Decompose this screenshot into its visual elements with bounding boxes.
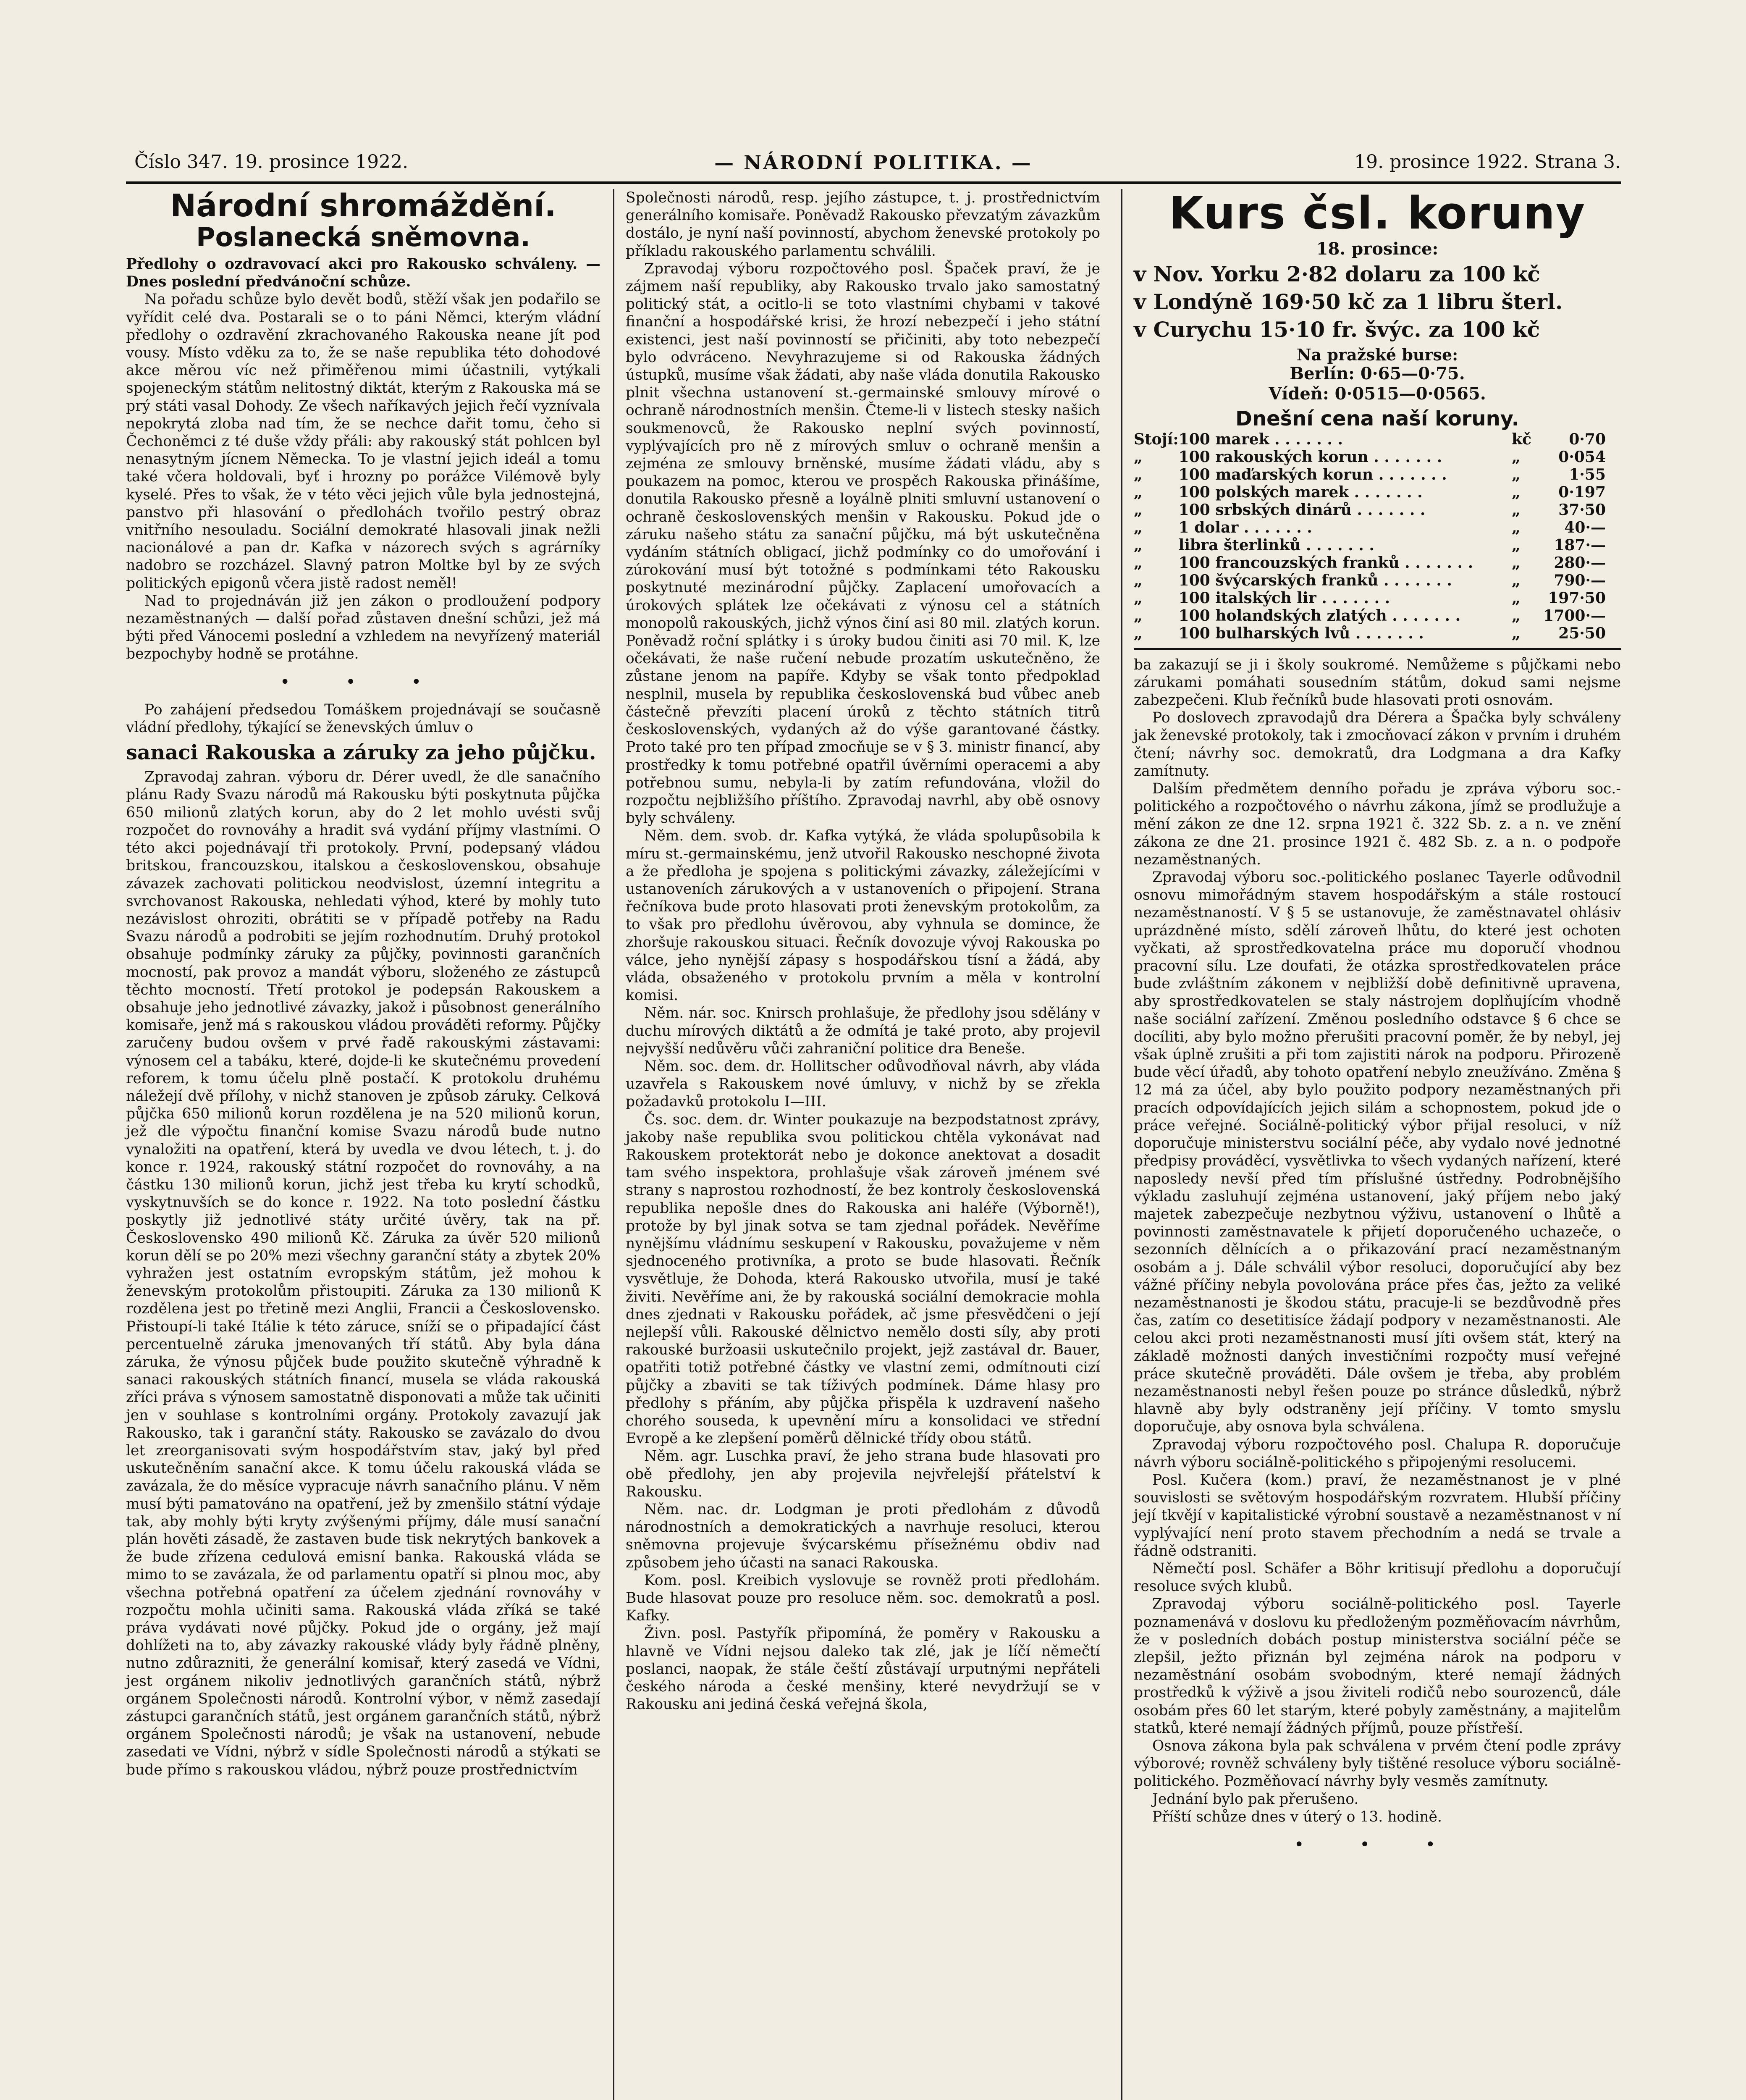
paragraph: Živn. posl. Pastyřík připomíná, že poměry v Rakousku a hlavně ve Vídni nejsou daleko tak zlé, jak je líčí němečtí poslanci, naopak, že stále čeští zůstávají urputnými nepřáteli českého národa a české menšiny, které nevydržují se v Rakousku ani jediná česká veřejná škola, (626, 1625, 1100, 1713)
paragraph: Osnova zákona byla pak schválena v prvém čtení podle zprávy výborové; rovněž schváleny byly tištěné resoluce výboru sociálně-politického. Pozměňovací návrhy byly vesměs zamítnuty. (1134, 1738, 1621, 1790)
rate-row-value: 790·— (1554, 571, 1606, 589)
rate-new-york: v Nov. Yorku 2·82 dolaru za 100 kč (1134, 262, 1540, 287)
rate-row-prefix: „ (1134, 624, 1143, 642)
date-page-number: 19. prosince 1922. Strana 3. (1354, 151, 1621, 173)
rate-row (1134, 466, 1621, 483)
rate-row-value: 197·50 (1548, 589, 1606, 607)
rate-row-name: 100 marek . . . . . . . (1178, 430, 1343, 448)
paragraph: ba zakazují se ji i školy soukromé. Nemůžeme s půjčkami nebo zárukami pomáhati sousedním státům, dokud sami nejsme zabezpečeni. Klub řečníků bude hlasovati proti osnovám. (1134, 656, 1621, 709)
paragraph: Příští schůze dnes v úterý o 13. hodině. (1152, 1808, 1442, 1825)
rate-row-prefix: „ (1134, 554, 1143, 572)
rate-row-value: 37·50 (1558, 501, 1606, 519)
rate-row-prefix: „ (1134, 483, 1143, 501)
rate-row (1134, 589, 1621, 607)
column-divider-2 (1121, 189, 1122, 2100)
rate-row-value: 1700·— (1543, 606, 1606, 625)
rate-row (1134, 607, 1621, 625)
section-heading: sanaci Rakouska a záruky za jeho půjčku. (126, 741, 596, 765)
rate-row-value: 0·197 (1558, 483, 1606, 501)
rate-row (1134, 483, 1621, 501)
paragraph: Nad to projednáván již jen zákon o prodloužení podpory nezaměstnaných — další pořad zůstaven dnešní schůzi, jež má býti před Vánocemi poslední a vzhledem na nevyřízený materiál bezpochyby hodně se protáhne. (126, 592, 600, 663)
masthead-title: — NÁRODNÍ POLITIKA. — (714, 151, 1033, 174)
paragraph: Kom. posl. Kreibich vyslovuje se rovněž proti předlohám. Bude hlasovat pouze pro resoluce něm. soc. demokratů a posl. Kafky. (626, 1572, 1100, 1625)
rate-row-value: 1·55 (1569, 465, 1606, 483)
currency-rates-box (1134, 189, 1621, 650)
rate-row-name: 100 italských lir . . . . . . . (1178, 589, 1390, 607)
rate-row-prefix: „ (1134, 606, 1143, 625)
rate-row-unit: „ (1512, 589, 1521, 607)
paragraph: Zpravodaj zahran. výboru dr. Dérer uvedl, že dle sanačního plánu Rady Svazu národů má Rakousku býti poskytnuta půjčka 650 milionů zlatých korun, aby do 2 let mohlo uvésti svůj rozpočet do rovnováhy a hradit svá vydání příjmy vlastními. O této akci pojednávají tři protokoly. První, podepsaný vládou britskou, francouzskou, italskou a československou, obsahuje závazek zachovati politickou neodvislost, územní integritu a svrchovanost Rakouska, nehledati výhod, které by mohly tuto nezávislost ohroziti, obrátiti se v případě potřeby na Radu Svazu národů a podrobiti se jejím rozhodnutím. Druhý protokol obsahuje podmínky záruky za půjčky, povinnosti garančních mocností, pak provoz a mandát výboru, složeného ze zástupců těchto mocností. Třetí protokol je podepsán Rakouskem a obsahuje jeho jednotlivé závazky, jakož i působnost generálního komisaře, jenž má s rakouskou vládou prováděti reformy. Půjčky zaručeny budou ovšem v prvé řadě rakouskými zástavami: výnosem cel a tabáku, které, dojde-li ke skutečnému provedení reforem, k tomu účelu plně postačí. K protokolu druhému náležejí dvě přílohy, v nichž stanoven je způsob záruky. Celková půjčka 650 milionů korun rozdělena je na 520 milionů korun, jež dle výpočtu finanční komise Svazu národů bude nutno vynaložiti na opatření, která by uvedla ve dvou létech, t. j. do konce r. 1924, rakouský státní rozpočet do rovnováhy, a na částku 130 milionů korun, jichž jest třeba ku krytí schodků, vyskytnuvších se do konce r. 1922. Na toto poslední částku poskytly již jednotlivé státy určité úvěry, tak na př. Československo 490 milionů Kč. Záruka za úvěr 520 milionů korun dělí se po 20% mezi všechny garanční státy a zbytek 20% vyhražen jest ostatním evropským státům, jež mohou k ženevským protokolům přistoupiti. Záruka za 130 milionů K rozdělena jest po třetině mezi Anglii, Francii a Československo. Přistoupí-li také Itálie k této záruce, sníží se o připadající část percentuelně záruka jmenovaných tří států. Aby byla dána záruka, že výnosu půjček bude použito skutečně výhradně k sanaci rakouských státních financí, musela se vláda rakouská zříci práva s výnosem samostatně disponovati a může tak učiniti jen v souhlase s kontrolními orgány. Protokoly zavazují jak Rakousko, tak i garanční státy. Rakousko se zavázalo do dvou let zreorganisovati svým hospodářstvím stav, jaký byl před uskutečněním sanační akce. K tomu účelu rakouská vláda se zavázala, že do měsíce vypracuje návrh sanačního plánu. V něm musí býti pamatováno na opatření, jež by zmenšilo státní výdaje tak, aby mohly býti kryty zvýšenými příjmy, dále musí sanační plán hověti zásadě, že zastaven bude tisk nekrytých bankovek a že bude zřízena cedulová emisní banka. Rakouská vláda se mimo to se zavázala, že od parlamentu opatří si plnou moc, aby všechna potřebná opatření za účelem zjednání rovnováhy v rozpočtu mohla učiniti sama. Rakouská vláda zříká se také práva vydávati nové půjčky. Pokud jde o orgány, jež mají dohlížeti na to, aby závazky rakouské vlády byly řádně plněny, nutno zdůrazniti, že generální komisař, který zasedá ve Vídni, jest orgánem nikoliv jednotlivých garančních států, nýbrž orgánem Společnosti národů. Kontrolní výbor, v němž zasedají zástupci garančních států, jest orgánem garančních států, nýbrž orgánem Společnosti národů; je však na ustanovení, nebude zasedati ve Vídni, nýbrž v sídle Společnosti národů a stýkati se bude přímo s rakouskou vládou, nýbrž pouze prostřednictvím (126, 769, 600, 1778)
rate-row-name: 100 maďarských korun . . . . . . . (1178, 465, 1447, 483)
article-lead: Předlohy o ozdravovací akci pro Rakousko schváleny. — Dnes poslední předvánoční schůze. (126, 256, 600, 291)
rate-row-prefix: „ (1134, 571, 1143, 589)
article-subtitle: Poslanecká sněmovna. (196, 222, 530, 252)
paragraph: Na pořadu schůze bylo devět bodů, stěží však jen podařilo se vyřídit celé dva. Postarali se o to páni Němci, kterým vládní předlohy o ozdravění zkrachovaného Rakouska neane jít pod vousy. Místo vděku za to, že se naše republika této dohodové akce měrou víc než přiměřenou mimi účastnili, vytýkali spojeneckým státům nelitostný diktát, kterým z Rakouska má se prý státi vasal Dohody. Ze všech naříkavých jejich řečí vyznívala nepokrytá zloba nad tím, že se nechce dařit tomu, čeho si Čechoněmci z té duše vždy přáli: aby rakouský stát pohlcen byl nenasytným jícnem Německa. To je vlastní jejich ideál a tomu také včera holdovali, byť i hrozny po porážce Vilémově byly kyselé. Přes to však, že v této věci jejich vůle byla jednostejná, panstvo při hlasování o předlohách tvořilo pestrý obraz vnitřního nesouladu. Sociální demokraté hlasovali jinak nežli nacionálové a pan dr. Kafka v názorech svých s agrárníky nadobro se rozcházel. Slavný patron Moltke byl by ze svých politických epigonů včera jistě radost neměl! (126, 291, 600, 592)
rate-row-name: 1 dolar . . . . . . . (1178, 518, 1312, 536)
rate-row-name: 100 holandských zlatých . . . . . . . (1178, 606, 1461, 625)
rate-row (1134, 536, 1621, 554)
rate-row-unit: „ (1512, 624, 1521, 642)
rate-row (1134, 625, 1621, 642)
rate-london: v Londýně 169·50 kč za 1 libru šterl. (1134, 289, 1563, 315)
koruna-price-title: Dnešní cena naší koruny. (1235, 407, 1519, 431)
rate-row-value: 25·50 (1558, 624, 1606, 642)
article-title: Národní shromáždění. (170, 188, 556, 224)
rate-row-prefix: „ (1134, 589, 1143, 607)
rate-row (1134, 519, 1621, 536)
rate-row-value: 40·— (1564, 518, 1606, 536)
rate-row (1134, 430, 1621, 448)
rate-row-unit: „ (1512, 501, 1521, 519)
column-3-body (1134, 656, 1621, 1854)
rate-row-value: 280·— (1554, 554, 1606, 572)
rate-row-name: 100 rakouských korun . . . . . . . (1178, 448, 1442, 466)
rate-row-prefix: „ (1134, 465, 1143, 483)
rate-row-name: 100 srbských dinárů . . . . . . . (1178, 501, 1426, 519)
rate-row-unit: „ (1512, 554, 1521, 572)
paragraph: Společnosti národů, resp. jejího zástupce, t. j. prostřednictvím generálního komisaře. Poněvadž Rakousko převzatým závazkům dostálo, je nyní naší povinností, abychom ženevské protokoly po příkladu rakouského parlamentu schválili. (626, 189, 1100, 260)
rate-row (1134, 448, 1621, 466)
paragraph: Zpravodaj výboru rozpočtového posl. Špaček praví, že je zájmem naší republiky, aby Rakousko trvalo jako samostatný politický stát, a ocitlo-li se toto vlastními chybami v takové finanční a hospodářské krisi, že hrozí nebezpečí i jeho státní existenci, jest naší povinností se přičiniti, aby toto nebezpečí bylo odvráceno. Nevyhrazujeme si od Rakouska žádných ústupků, musíme však žádati, aby naše vláda donutila Rakousko plnit všechna ustanovení st.-germainské smlouvy mírové o ochraně národnostních menšin. Čteme-li v listech stesky našich soukmenovců, že Rakousko neplní svých povinností, vyplývajících pro ně z mírových smluv o ochraně menšin a zejména ze smlouvy brněnské, musíme žádati vládu, aby s poukazem na pomoc, kterou ve prospěch Rakouska přinášíme, donutila Rakousko přesně a loyálně plniti smluvní ustanovení o ochraně československých menšin v Rakousku. Pokud jde o záruku našeho státu za sanační půjčku, má být uskutečněna vydáním státních obligací, jichž podmínky co do umořování i zúrokování musí být totožné s podmínkami této Rakousku poskytnuté mezinárodní půjčky. Zaplacení umořovacích a úrokových splátek lze očekávati z výnosu cel a státních monopolů rakouských, jichž výnos činí asi 80 mil. zlatých korun. Poněvadž roční splátky i s úroky budou činiti asi 70 mil. K, lze očekávati, že naše ručení nebude prozatím uskutečněno, že zůstane jenom na papíře. Kdyby se však tonto předpoklad nesplnil, musela by republika československá bud vůbec aneb částečně převzíti placení úroků z těchto státních titrů československých, vydaných až do výše garantované částky. Proto také pro ten případ zmocňuje se v § 3. ministr financí, aby prostředky k tomu potřebné opatřil úvěrními operacemi a aby potřebnou sumu, nebyla-li by zatím refundována, vložil do rozpočtu nejbližšího příštího. Zpravodaj navrhl, aby obě osnovy byly schváleny. (626, 260, 1100, 827)
paragraph: Něm. nac. dr. Lodgman je proti předlohám z důvodů národnostních a demokratických a navrhuje resoluci, kterou sněmovna projevuje švýcarskému přísežnému obdiv nad způsobem jeho účasti na sanaci Rakouska. (626, 1501, 1100, 1571)
paragraph: Čs. soc. dem. dr. Winter poukazuje na bezpodstatnost zprávy, jakoby naše republika svou politickou chtěla vykonávat nad Rakouskem protektorát nebo je dokonce anektovat a dosadit tam svého inspektora, prohlašuje však zároveň jménem své strany s naprostou rozhodností, že bez kontroly československá republika nepošle dnes do Rakouska ani haléře (Výborně!), protože by byl jinak sotva se tam zjednal pořádek. Nevěříme nynějšímu vládnímu seskupení v Rakousku, považujeme v něm sjednoceného protivníka, a proto se bude hlasovati. Řečník vysvětluje, že Dohoda, která Rakousko utvořila, musí je také živiti. Nevěříme ani, že by rakouská sociální demokracie mohla dnes zjednati v Rakousku pořádek, ač jsme přesvědčeni o její nejlepší vůli. Rakouské dělnictvo nemělo dosti síly, aby proti rakouské buržoasii uskutečnilo projekt, jejž zastával dr. Bauer, opatřiti totiž potřebné částky ve vlastní zemi, odmítnouti cizí půjčky a zbaviti se tak tíživých podmínek. Dáme hlasy pro předlohy s přáním, aby půjčka přispěla k uzdravení našeho chorého souseda, k upevnění míru a konsolidaci ve střední Evropě a ke zlepšení poměrů dělnické třídy obou států. (626, 1111, 1100, 1447)
issue-number-date: Číslo 347. 19. prosince 1922. (134, 151, 409, 173)
paragraph: Něm. soc. dem. dr. Hollitscher odůvodňoval návrh, aby vláda uzavřela s Rakouskem nové úmluvy, v nichž by se zřekla požadavků protokolu I—III. (626, 1058, 1100, 1110)
paragraph: Jednání bylo pak přerušeno. (1152, 1790, 1359, 1808)
rate-row-unit: kč (1512, 430, 1532, 448)
rate-row-prefix: „ (1134, 448, 1143, 466)
page-header (126, 151, 1621, 181)
rate-row-name: libra šterlinků . . . . . . . (1178, 536, 1374, 554)
rate-row-prefix: „ (1134, 501, 1143, 519)
rate-row-value: 187·— (1554, 536, 1606, 554)
burse-title: Na pražské burse: (1296, 345, 1458, 365)
rate-row-unit: „ (1512, 465, 1521, 483)
burse-berlin: Berlín: 0·65—0·75. (1290, 364, 1465, 384)
currency-box-title: Kurs čsl. koruny (1169, 187, 1586, 239)
paragraph: Něm. dem. svob. dr. Kafka vytýká, že vláda spolupůsobila k míru st.-germainskému, jenž utvořil Rakousko neschopné života a že předloha je spojena s politickými závazky, záležejícími v ustanoveních zárukových a v ustanoveních o připojení. Strana řečníkova bude proto hlasovati proti ženevským protokolům, za to však pro předlohu úvěrovou, aby vyhnula se domince, že zhoršuje rakouskou situaci. Řečník dovozuje vývoj Rakouska po válce, jeho nynější zápasy s hospodářskou tísní a žádá, aby vláda, obsaženého v protokolu prvním a měla v kontrolní komisi. (626, 827, 1100, 1004)
section-separator: • • • (1294, 1835, 1461, 1855)
rate-row (1134, 572, 1621, 589)
paragraph: Zpravodaj výboru rozpočtového posl. Chalupa R. doporučuje návrh výboru sociálně-politického s připojenými resolucemi. (1134, 1436, 1621, 1471)
rate-row-name: 100 polských marek . . . . . . . (1178, 483, 1423, 501)
rate-row-unit: „ (1512, 571, 1521, 589)
burse-vienna: Vídeň: 0·0515—0·0565. (1269, 384, 1486, 404)
paragraph: Něm. agr. Luschka praví, že jeho strana bude hlasovati pro obě předlohy, jen aby projevila nejvřelejší přátelství k Rakousku. (626, 1448, 1100, 1500)
paragraph: Němečtí posl. Schäfer a Böhr kritisují předlohu a doporučují resoluce svých klubů. (1134, 1560, 1621, 1595)
rate-row-unit: „ (1512, 483, 1521, 501)
paragraph: Dalším předmětem denního pořadu je zpráva výboru soc.-politického a rozpočtového o návrhu zákona, jímž se prodlužuje a mění zákon ze dne 12. srpna 1921 č. 322 Sb. z. a n. ve znění zákona ze dne 21. prosince 1921 č. 482 Sb. z. a n. o podpoře nezaměstnaných. (1134, 780, 1621, 868)
column-3 (1134, 189, 1621, 1864)
rate-row-name: 100 francouzských franků . . . . . . . (1178, 554, 1473, 572)
rate-row-unit: „ (1512, 606, 1521, 625)
rate-row-prefix: „ (1134, 536, 1143, 554)
rate-row (1134, 554, 1621, 572)
paragraph: Zpravodaj výboru soc.-politického poslanec Tayerle odůvodnil osnovu mimořádným stavem hospodářským a stále rostoucí nezaměstnaností. V § 5 se ustanovuje, že zaměstnavatel ohlásiv uprázdněné místo, sdělí zároveň lhůtu, do které jest ochoten vyčkati, až sprostředkovatelna práce mu doporučí vhodnou pracovní sílu. Lze doufati, že otázka sprostředkovatelen práce bude zvláštním zákonem v nejbližší době definitivně upravena, aby sprostředkovatelen se staly nástrojem doplňujícím vhodně naše sociální zařízení. Změnou posledního odstavce § 6 chce se docíliti, aby bylo možno přerušiti pracovní poměr, že by nebyl, jej však úplně zrušiti a při tom zajistiti nárok na podporu. Přirozeně bude věcí úřadů, aby tohoto opatření nebylo zneužíváno. Změna § 12 má za účel, aby bylo použito podpory nezaměstnaných při pracích odpovídajících jejich silám a schopnostem, pokud jde o práce veřejné. Sociálně-politický výbor přijal resoluci, v níž doporučuje ministerstvu sociální péče, aby vydalo nové jednotné předpisy prováděcí, vysvětlivka to všech vydaných nařízení, které naposledy nevší před tím příslušné ústředny. Podrobnějšího výkladu zasluhují zejména ustanovení, jaký příjem nebo jaký majetek zabezpečuje nezbytnou výživu, ustanovení o lhůtě a povinnosti zaměstnavatele k přijetí doporučeného uchazeče, o sezonních dělnících a o přikazování prací nezaměstnaným osobám a j. Dále schválil výbor resoluci, doporučující aby bez vážné příčiny nebyla povolována práce přes čas, ježto za veliké nezaměstnanosti je škodou státu, pracuje-li se bezdůvodně přes čas, zatím co desetitisíce žádají podpory v nezaměstnanosti. Ale celou akci proti nezaměstnanosti musí jíti ovšem stát, který na základě možnosti daných investičními rozpočty musí veřejné práce skutečně prováděti. Dále ovšem je třeba, aby problém nezaměstnanosti nebyl řešen pouze po stránce důsledků, nýbrž hlavně aby byly odstraněny její příčiny. V tomto smyslu doporučuje, aby osnova byla schválena. (1134, 869, 1621, 1436)
paragraph: Něm. nár. soc. Knirsch prohlašuje, že předlohy jsou sdělány v duchu mírových diktátů a že odmítá je také proto, aby projevil nejvyšší nedůvěru vůči zahraniční politice dra Beneše. (626, 1005, 1100, 1057)
rate-row-name: 100 švýcarských franků . . . . . . . (1178, 571, 1452, 589)
column-2 (626, 189, 1100, 1713)
header-rule (126, 181, 1621, 184)
rate-row-prefix: Stojí: (1134, 430, 1179, 448)
rate-row-unit: „ (1512, 536, 1521, 554)
currency-date: 18. prosince: (1316, 239, 1439, 259)
rate-row-value: 0·054 (1558, 448, 1606, 466)
rate-row-name: 100 bulharských lvů . . . . . . . (1178, 624, 1424, 642)
rate-row-unit: „ (1512, 448, 1521, 466)
rate-zurich: v Curychu 15·10 fr. švýc. za 100 kč (1134, 317, 1540, 342)
rate-row-prefix: „ (1134, 518, 1143, 536)
koruna-price-table (1134, 430, 1621, 642)
column-1 (126, 189, 600, 1779)
rate-row-value: 0·70 (1569, 430, 1606, 448)
column-divider-1 (613, 189, 614, 2100)
section-separator: • • • (280, 672, 447, 692)
paragraph: Po doslovech zpravodajů dra Dérera a Špačka byly schváleny jak ženevské protokoly, tak i zmocňovací zákon v prvním i druhém čtení; návrhy soc. demokratů, dra Lodgmana a dra Kafky zamítnuty. (1134, 709, 1621, 780)
paragraph: Po zahájení předsedou Tomáškem projednávají se současně vládní předlohy, týkající se ženevských úmluv o (126, 701, 600, 736)
rate-row-unit: „ (1512, 518, 1521, 536)
paragraph: Posl. Kučera (kom.) praví, že nezaměstnanost je v plné souvislosti se světovým hospodářským rozvratem. Hlubší příčiny její tkvějí v kapitalistické výrobní soustavě a nezaměstnanost v ní vyplývající není proto stavem přechodním a nedá se trvale a řádně odstraniti. (1134, 1471, 1621, 1559)
rate-row (1134, 501, 1621, 519)
paragraph: Zpravodaj výboru sociálně-politického posl. Tayerle poznamenává v doslovu ku předloženým pozměňovacím návrhům, že v posledních dobách postup ministerstva sociální péče se zlepšil, ježto přiznán byl zejména nárok na podporu v nezaměstnání osobám svobodným, které nemají žádných prostředků k výživě a jsou živiteli rodičů nebo sourozenců, dále osobám přes 60 let starým, které pobyly zaměstnány, a majitelům statků, které nemají žádných příjmů, pouze přístřeší. (1134, 1596, 1621, 1737)
